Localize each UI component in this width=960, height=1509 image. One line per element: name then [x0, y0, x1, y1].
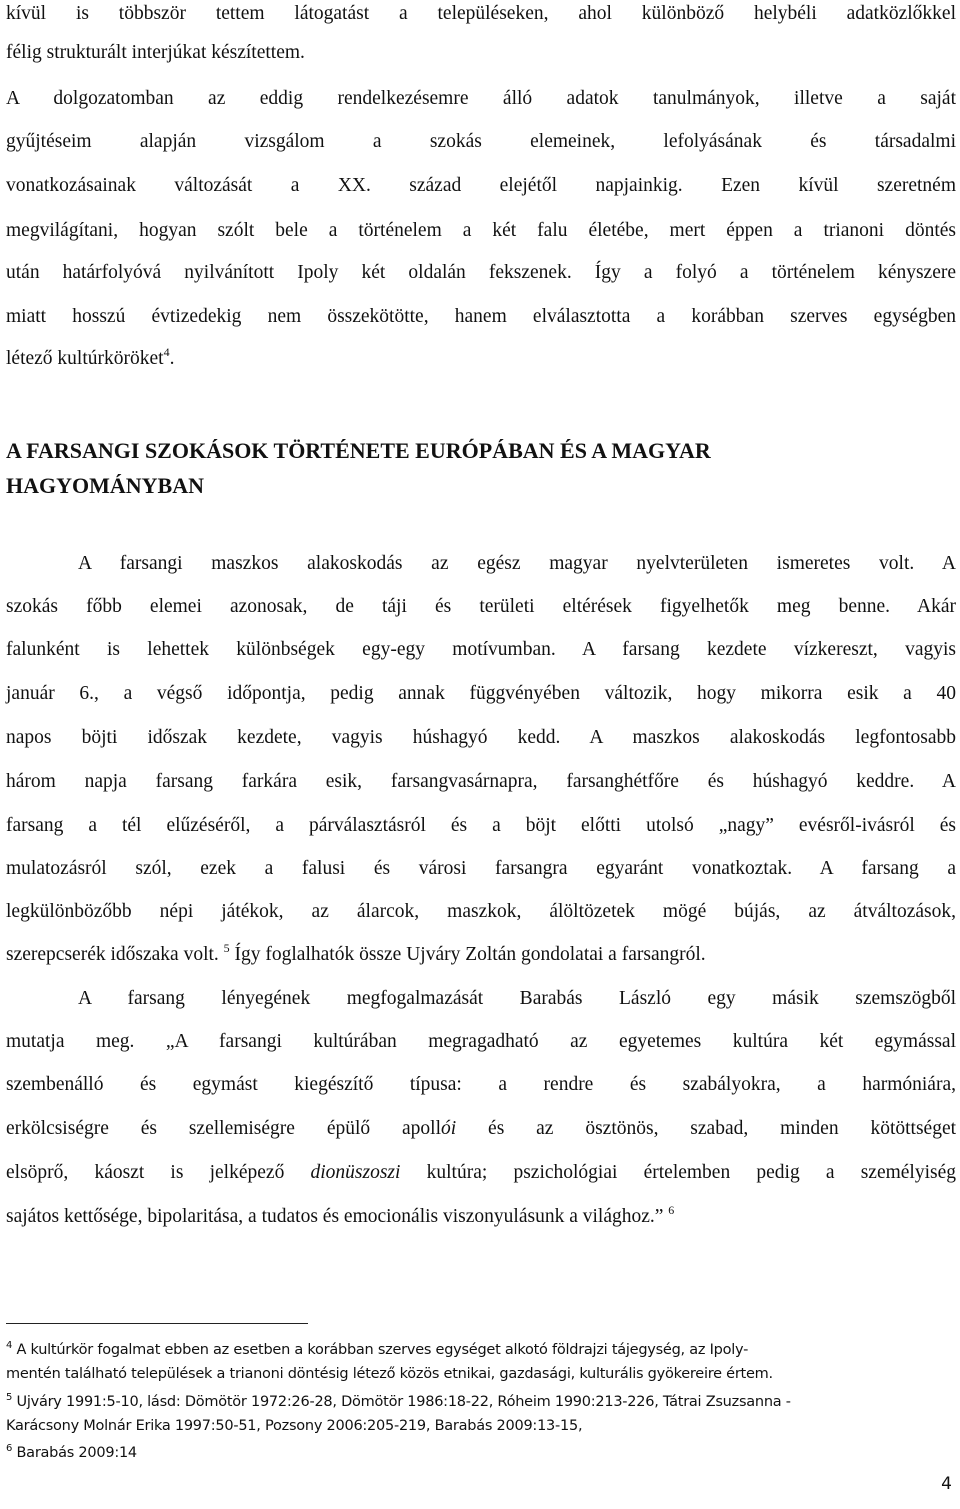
body-text: elsöprő, káoszt is jelképező [6, 1162, 285, 1183]
footnote-number: 4 [6, 1340, 13, 1351]
footnote-separator [6, 1323, 308, 1324]
section-heading: HAGYOMÁNYBAN [6, 473, 204, 498]
footnote-text: Barabás 2009:14 [16, 1445, 137, 1461]
page-number: 4 [941, 1474, 952, 1494]
body-text: létező kultúrköröket [6, 348, 164, 369]
footnote-number: 5 [6, 1392, 13, 1403]
body-text-line: farsang a tél elűzéséről, a párválasztásról és a böjt előtti utolsó „nagy” evésről-ivásról és [6, 815, 956, 836]
footnote-text: A kultúrkör fogalmat ebben az esetben a korábban szerves egységet alkotó földrajzi tájegység, az Ipoly- [16, 1342, 749, 1358]
body-text-line: napos böjti időszak kezdete, vagyis húshagyó kedd. A maszkos alakoskodás legfontosabb [6, 727, 956, 748]
italic-text: dionüszoszi [310, 1162, 401, 1183]
body-text-line [6, 1205, 956, 1229]
section-heading: A FARSANGI SZOKÁSOK TÖRTÉNETE EURÓPÁBAN ÉS A MAGYAR [6, 438, 711, 463]
body-text: sajátos kettősége, bipolaritása, a tudatos és emocionális viszonyulásunk a világhoz.” [6, 1206, 664, 1227]
body-text-line: vonatkozásainak változását a XX. század elejétől napjainkig. Ezen kívül szeretném [6, 175, 956, 196]
footnote-5-cont: Karácsony Molnár Erika 1997:50-51, Pozsony 2006:205-219, Barabás 2009:13-15, [6, 1418, 583, 1434]
footnote-ref-4: 4 [163, 345, 170, 359]
body-text: erkölcsiségre és szellemiségre épülő apoll [6, 1118, 441, 1139]
footnote-4-cont: mentén található települések a trianoni döntésig létező közös etnikai, gazdasági, kulturális gyökereire értem. [6, 1366, 773, 1382]
footnote-6 [6, 1443, 956, 1463]
body-text-line: A farsang lényegének megfogalmazását Barabás László egy másik szemszögből [78, 988, 956, 1009]
footnote-5 [6, 1392, 956, 1412]
body-text-line: mutatja meg. „A farsangi kultúrában megragadható az egyetemes kultúra két egymással [6, 1031, 956, 1052]
body-text: és az ösztönös, szabad, minden kötöttséget [488, 1118, 957, 1139]
body-text-line: A dolgozatomban az eddig rendelkezésemre álló adatok tanulmányok, illetve a saját [6, 88, 956, 109]
body-text-line: miatt hosszú évtizedekig nem összekötötte, hanem elválasztotta a korábban szerves egységben [6, 306, 956, 327]
body-text-line: A farsangi maszkos alakoskodás az egész magyar nyelvterületen ismeretes volt. A [78, 553, 956, 574]
body-text-line: után határfolyóvá nyilvánított Ipoly két oldalán fekszenek. Így a folyó a történelem kényszere [6, 262, 956, 283]
body-text: kultúra; pszichológiai értelemben pedig a személyiség [426, 1162, 956, 1183]
footnote-4 [6, 1340, 956, 1360]
body-text: szerepcserék időszaka volt. [6, 944, 219, 965]
body-text-line: három napja farsang farkára esik, farsangvasárnapra, farsanghétfőre és húshagyó keddre. A [6, 771, 956, 792]
footnote-ref-6: 6 [668, 1203, 675, 1217]
body-text-line [6, 1161, 956, 1185]
body-text-line: szokás főbb elemei azonosak, de táji és területi eltérések figyelhetők meg benne. Akár [6, 596, 956, 617]
body-text-line: mulatozásról szól, ezek a falusi és városi farsangra egyaránt vonatkoztak. A farsang a [6, 858, 956, 879]
body-text-line: félig strukturált interjúkat készítettem. [6, 42, 305, 63]
body-text-line: gyűjtéseim alapján vizsgálom a szokás elemeinek, lefolyásának és társadalmi [6, 131, 956, 152]
body-text: Így foglalhatók össze Ujváry Zoltán gondolatai a farsangról. [234, 944, 706, 965]
body-text-line [6, 1117, 956, 1141]
italic-text: ói [441, 1118, 457, 1139]
body-text-line [6, 347, 956, 371]
body-text-line: kívül is többször tettem látogatást a településeken, ahol különböző helybéli adatközlőkkel [6, 3, 956, 24]
body-text-line [6, 943, 956, 967]
body-text-line: legkülönbözőbb népi játékok, az álarcok, maszkok, álöltözetek mögé bújás, az átváltozások, [6, 901, 956, 922]
footnote-text: Ujváry 1991:5-10, lásd: Dömötör 1972:26-28, Dömötör 1986:18-22, Róheim 1990:213-226, Tátrai Zsuzsanna - [16, 1394, 791, 1410]
body-text: . [169, 348, 175, 369]
footnote-ref-5: 5 [223, 941, 230, 955]
body-text-line: megvilágítani, hogyan szólt bele a történelem a két falu életébe, mert éppen a trianoni döntés [6, 220, 956, 241]
body-text-line: falunként is lehettek különbségek egy-egy motívumban. A farsang kezdete vízkereszt, vagyis [6, 639, 956, 660]
body-text-line: szembenálló és egymást kiegészítő típusa: a rendre és szabályokra, a harmóniára, [6, 1074, 956, 1095]
footnote-number: 6 [6, 1443, 13, 1454]
body-text-line: január 6., a végső időpontja, pedig annak függvényében változik, hogy mikorra esik a 40 [6, 683, 956, 704]
